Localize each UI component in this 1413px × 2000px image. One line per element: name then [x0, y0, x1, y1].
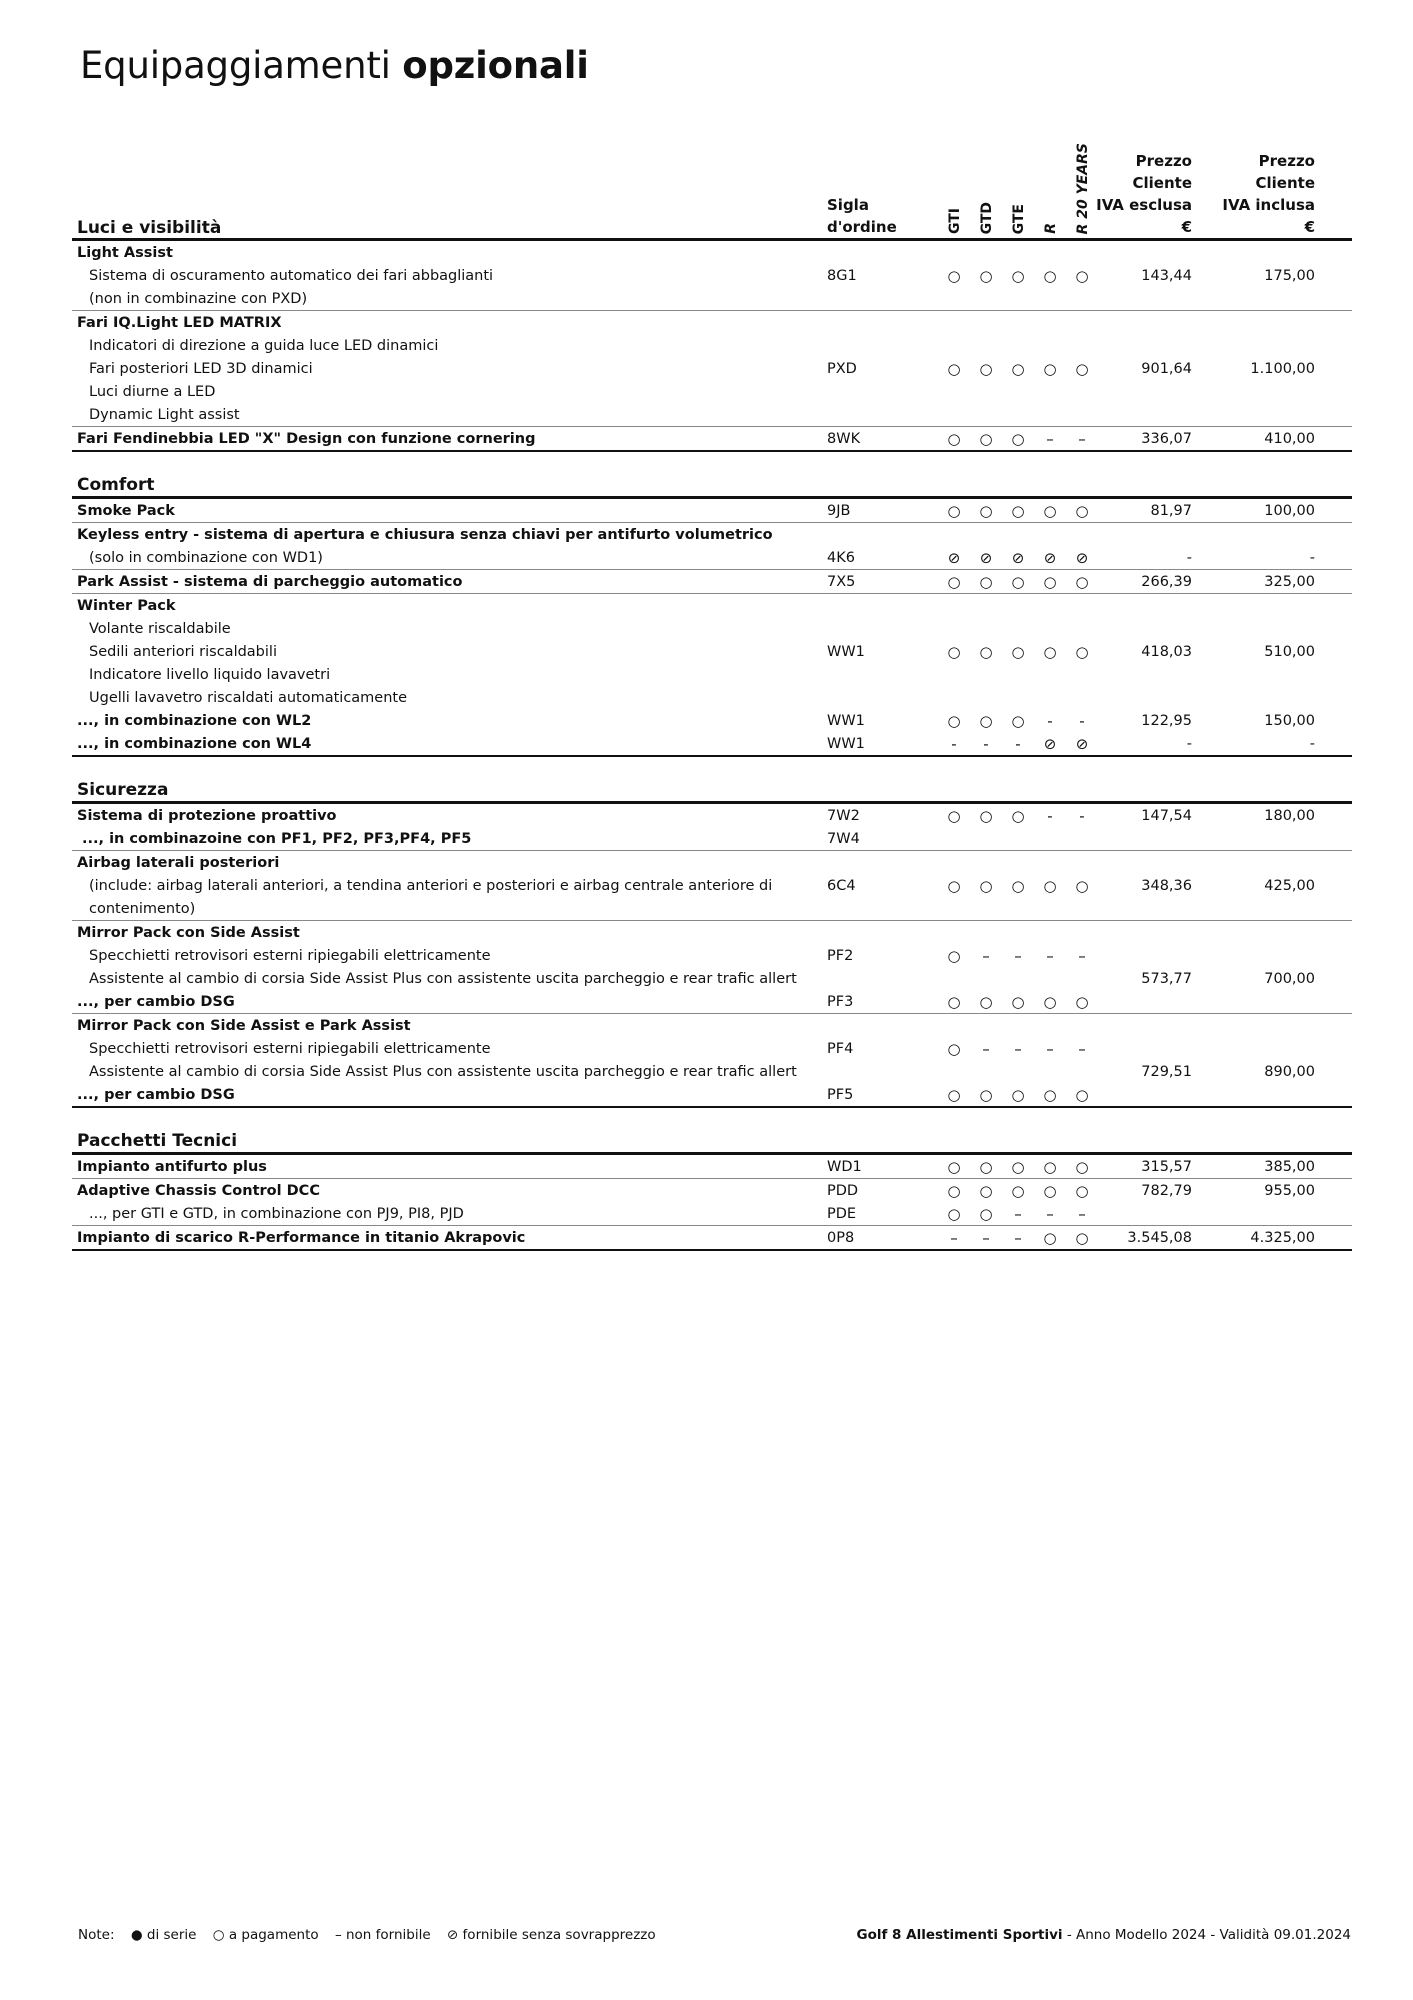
option-description: Volante riscaldabile [89, 620, 231, 637]
document-reference: Golf 8 Allestimenti Sportivi - Anno Modello 2024 - Validità 09.01.2024 [856, 1927, 1351, 1943]
option-description: Specchietti retrovisori esterni ripiegabili elettricamente [89, 947, 491, 964]
order-code: PF3 [827, 993, 854, 1010]
availability-symbol: ○ [1011, 876, 1025, 895]
availability-symbol: – [982, 1228, 990, 1247]
price-excl-vat: 81,97 [1150, 502, 1192, 519]
price-incl-vat: 700,00 [1264, 970, 1315, 987]
option-row [72, 1014, 1352, 1106]
legend-optional: ○ a pagamento [212, 1927, 319, 1943]
sections [72, 238, 1352, 1251]
option-line [72, 709, 1352, 732]
availability-symbol: ○ [1043, 1157, 1057, 1176]
order-code-header: Sigla d'ordine [827, 196, 897, 236]
section-title: Pacchetti Tecnici [77, 1131, 238, 1151]
price-incl-vat: 1.100,00 [1250, 360, 1315, 377]
availability-symbol: – [1046, 946, 1054, 965]
availability-symbol: ○ [1011, 1085, 1025, 1104]
availability-symbol: ○ [1011, 572, 1025, 591]
option-row [72, 804, 1352, 850]
option-description: Assistente al cambio di corsia Side Assist Plus con assistente uscita parcheggio e rear trafic allert [89, 1063, 797, 1080]
option-line [72, 990, 1352, 1013]
availability-symbol: ○ [1075, 501, 1089, 520]
option-description: Sistema di protezione proattivo [77, 807, 337, 824]
availability-group [938, 945, 1098, 967]
option-description: Fari posteriori LED 3D dinamici [89, 360, 313, 377]
availability-group [938, 991, 1098, 1013]
option-description: Fari IQ.Light LED MATRIX [77, 314, 282, 331]
order-code: 7W4 [827, 830, 860, 847]
availability-symbol: ⊘ [947, 548, 961, 567]
option-line [72, 1083, 1352, 1106]
option-description: Smoke Pack [77, 502, 175, 519]
availability-symbol: - [1079, 711, 1085, 730]
option-line [72, 732, 1352, 755]
availability-symbol: ○ [1043, 876, 1057, 895]
order-code: PF2 [827, 947, 854, 964]
option-description: Ugelli lavavetro riscaldati automaticamente [89, 689, 408, 706]
price-incl-vat: 425,00 [1264, 877, 1315, 894]
option-line [72, 499, 1352, 522]
variant-header-r20: R 20 YEARS [1075, 142, 1091, 234]
availability-symbol: ○ [947, 992, 961, 1011]
availability-group [938, 1038, 1098, 1060]
availability-symbol: ⊘ [1011, 548, 1025, 567]
option-row [72, 570, 1352, 593]
availability-symbol: – [1014, 1228, 1022, 1247]
options-table [72, 138, 1352, 1251]
option-description: Park Assist - sistema di parcheggio automatico [77, 573, 463, 590]
price-excl-vat: 418,03 [1141, 643, 1192, 660]
option-description: Mirror Pack con Side Assist [77, 924, 300, 941]
availability-symbol: ○ [1043, 359, 1057, 378]
option-row [72, 311, 1352, 426]
order-code: 7X5 [827, 573, 856, 590]
option-description: Impianto di scarico R-Performance in titanio Akrapovic [77, 1229, 526, 1246]
availability-symbol: - [1015, 734, 1021, 753]
availability-symbol: - [983, 734, 989, 753]
availability-symbol: - [1047, 806, 1053, 825]
option-line [72, 1226, 1352, 1249]
availability-symbol: ⊘ [1075, 548, 1089, 567]
availability-symbol: ⊘ [1043, 734, 1057, 753]
availability-symbol: – [950, 1228, 958, 1247]
option-line [72, 1155, 1352, 1178]
availability-symbol: ○ [1043, 501, 1057, 520]
order-code: PF5 [827, 1086, 854, 1103]
option-description: ..., in combinazoine con PF1, PF2, PF3,PF4, PF5 [82, 830, 472, 847]
availability-symbol: ○ [947, 1204, 961, 1223]
variant-header-r: R [1043, 223, 1059, 234]
option-line [72, 264, 1352, 287]
availability-symbol: ○ [979, 1157, 993, 1176]
price-excl-vat: 147,54 [1141, 807, 1192, 824]
price-excl-vat: 901,64 [1141, 360, 1192, 377]
section [72, 757, 1352, 1108]
availability-symbol: - [951, 734, 957, 753]
availability-symbol: ○ [979, 642, 993, 661]
availability-symbol: ○ [1075, 359, 1089, 378]
availability-symbol: ○ [979, 429, 993, 448]
price-excl-vat: 3.545,08 [1127, 1229, 1192, 1246]
availability-symbol: - [1079, 806, 1085, 825]
availability-symbol: ○ [979, 501, 993, 520]
option-description: ..., per cambio DSG [77, 1086, 235, 1103]
price-incl-vat: 890,00 [1264, 1063, 1315, 1080]
availability-symbol: – [1014, 946, 1022, 965]
option-line [72, 663, 1352, 686]
availability-symbol: ○ [1011, 992, 1025, 1011]
availability-symbol: ○ [1075, 1085, 1089, 1104]
availability-symbol: ○ [1075, 266, 1089, 285]
option-line [72, 380, 1352, 403]
availability-symbol: ○ [1011, 1181, 1025, 1200]
option-line [72, 594, 1352, 617]
option-line [72, 403, 1352, 426]
option-line [72, 804, 1352, 827]
order-code: PXD [827, 360, 857, 377]
option-description: (include: airbag laterali anteriori, a tendina anteriori e posteriori e airbag centrale anteriore di [89, 877, 773, 894]
option-description: ..., per cambio DSG [77, 993, 235, 1010]
section-header [72, 1108, 1352, 1152]
availability-symbol: ○ [1043, 1085, 1057, 1104]
availability-symbol: – [1046, 429, 1054, 448]
option-row [72, 1179, 1352, 1225]
option-description: Impianto antifurto plus [77, 1158, 267, 1175]
price-excl-vat: 573,77 [1141, 970, 1192, 987]
legend-standard: ● di serie [130, 1927, 197, 1943]
option-line [72, 640, 1352, 663]
availability-symbol: ○ [979, 1204, 993, 1223]
availability-group [938, 1203, 1098, 1225]
availability-symbol: – [982, 946, 990, 965]
option-description: Adaptive Chassis Control DCC [77, 1182, 320, 1199]
option-line [72, 1037, 1352, 1060]
availability-symbol: ○ [1075, 992, 1089, 1011]
option-description: Fari Fendinebbia LED "X" Design con funzione cornering [77, 430, 536, 447]
option-line [72, 1060, 1352, 1083]
option-row [72, 523, 1352, 569]
option-description: (non in combinazine con PXD) [89, 290, 308, 307]
option-line [72, 523, 1352, 546]
section-header [72, 452, 1352, 496]
option-row [72, 1155, 1352, 1178]
option-line [72, 827, 1352, 850]
price-incl-vat: 150,00 [1264, 712, 1315, 729]
availability-symbol: ○ [1075, 572, 1089, 591]
option-line [72, 897, 1352, 920]
price-incl-vat: - [1309, 549, 1315, 566]
option-row [72, 921, 1352, 1013]
order-code: WW1 [827, 712, 865, 729]
availability-symbol: – [1046, 1039, 1054, 1058]
option-line [72, 287, 1352, 310]
availability-symbol: ○ [1011, 642, 1025, 661]
availability-symbol: ○ [947, 1039, 961, 1058]
availability-symbol: ○ [947, 642, 961, 661]
availability-symbol: ○ [979, 992, 993, 1011]
option-description: contenimento) [89, 900, 196, 917]
price-excl-vat: 122,95 [1141, 712, 1192, 729]
price-excl-vat: 782,79 [1141, 1182, 1192, 1199]
availability-symbol: ○ [1043, 992, 1057, 1011]
price-incl-vat: 4.325,00 [1250, 1229, 1315, 1246]
option-line [72, 311, 1352, 334]
order-code: PDD [827, 1182, 859, 1199]
option-description: Winter Pack [77, 597, 176, 614]
availability-symbol: ○ [1011, 1157, 1025, 1176]
price-incl-vat: 100,00 [1264, 502, 1315, 519]
availability-symbol: ○ [979, 806, 993, 825]
option-line [72, 617, 1352, 640]
option-description: Indicatori di direzione a guida luce LED dinamici [89, 337, 439, 354]
availability-symbol: ○ [947, 711, 961, 730]
availability-symbol: ○ [979, 1181, 993, 1200]
option-line [72, 944, 1352, 967]
legend [78, 1927, 668, 1951]
availability-symbol: ○ [1043, 266, 1057, 285]
availability-symbol: - [1047, 711, 1053, 730]
option-description: (solo in combinazione con WD1) [89, 549, 323, 566]
availability-symbol: ○ [947, 1085, 961, 1104]
availability-symbol: ○ [1011, 806, 1025, 825]
order-code: 8G1 [827, 267, 857, 284]
section-title: Comfort [77, 475, 155, 495]
price-incl-vat: 325,00 [1264, 573, 1315, 590]
price-incl-vat: - [1309, 735, 1315, 752]
option-description: Luci diurne a LED [89, 383, 216, 400]
availability-symbol: ○ [1075, 1157, 1089, 1176]
availability-symbol: ○ [979, 876, 993, 895]
footer [78, 1927, 1351, 1951]
order-code: 6C4 [827, 877, 856, 894]
availability-symbol: ○ [1075, 642, 1089, 661]
option-line [72, 921, 1352, 944]
availability-symbol: ○ [979, 711, 993, 730]
availability-symbol: ○ [1043, 642, 1057, 661]
availability-symbol: – [1046, 1204, 1054, 1223]
price-excl-vat: 336,07 [1141, 430, 1192, 447]
availability-symbol: – [982, 1039, 990, 1058]
price-incl-vat: 410,00 [1264, 430, 1315, 447]
price-incl-vat: 955,00 [1264, 1182, 1315, 1199]
order-code: 0P8 [827, 1229, 855, 1246]
option-description: Light Assist [77, 244, 173, 261]
availability-symbol: ⊘ [1043, 548, 1057, 567]
availability-symbol: ○ [1075, 1181, 1089, 1200]
order-code: 4K6 [827, 549, 855, 566]
availability-symbol: ○ [947, 359, 961, 378]
price-excl-vat: - [1186, 549, 1192, 566]
order-code: WW1 [827, 735, 865, 752]
availability-symbol: ○ [947, 876, 961, 895]
page-title: Equipaggiamenti opzionali [80, 44, 589, 87]
price-excl-vat: 315,57 [1141, 1158, 1192, 1175]
section-title: Luci e visibilità [77, 218, 222, 238]
availability-symbol: ○ [947, 1181, 961, 1200]
option-line [72, 967, 1352, 990]
variant-header-gte: GTE [1011, 203, 1027, 234]
availability-symbol: ○ [1075, 876, 1089, 895]
availability-symbol: ○ [1011, 501, 1025, 520]
availability-symbol: – [1014, 1039, 1022, 1058]
price-incl-vat: 180,00 [1264, 807, 1315, 824]
price-excl-vat: 729,51 [1141, 1063, 1192, 1080]
option-description: ..., in combinazione con WL2 [77, 712, 312, 729]
option-row [72, 1226, 1352, 1249]
option-line [72, 1202, 1352, 1225]
row-divider [72, 1249, 1352, 1251]
availability-symbol: – [1078, 429, 1086, 448]
option-line [72, 241, 1352, 264]
option-line [72, 570, 1352, 593]
option-description: Indicatore livello liquido lavavetri [89, 666, 331, 683]
price-incl-vat: 175,00 [1264, 267, 1315, 284]
option-row [72, 851, 1352, 920]
variant-header-gtd: GTD [979, 201, 995, 234]
availability-symbol: ○ [1043, 572, 1057, 591]
availability-symbol: – [1014, 1204, 1022, 1223]
option-line [72, 851, 1352, 874]
price-incl-vat: 385,00 [1264, 1158, 1315, 1175]
table-header [72, 138, 1352, 238]
availability-symbol: ○ [947, 806, 961, 825]
price-excl-vat: 143,44 [1141, 267, 1192, 284]
availability-symbol: – [1078, 1204, 1086, 1223]
availability-symbol: ○ [947, 501, 961, 520]
availability-symbol: ○ [947, 946, 961, 965]
availability-symbol: – [1078, 946, 1086, 965]
legend-free: ⊘ fornibile senza sovrapprezzo [446, 1927, 656, 1943]
availability-symbol: – [1078, 1039, 1086, 1058]
option-line [72, 1179, 1352, 1202]
variant-header-gti: GTI [947, 207, 963, 234]
section-title: Sicurezza [77, 780, 169, 800]
availability-symbol: ○ [1011, 429, 1025, 448]
availability-symbol: ○ [979, 266, 993, 285]
option-description: Assistente al cambio di corsia Side Assist Plus con assistente uscita parcheggio e rear trafic allert [89, 970, 797, 987]
legend-not-available: – non fornibile [334, 1927, 431, 1943]
availability-symbol: ○ [947, 1157, 961, 1176]
option-line [72, 427, 1352, 450]
availability-symbol: ⊘ [1075, 734, 1089, 753]
option-description: Keyless entry - sistema di apertura e chiusura senza chiavi per antifurto volumetrico [77, 526, 773, 543]
option-line [72, 546, 1352, 569]
option-line [72, 334, 1352, 357]
availability-symbol: ○ [1011, 711, 1025, 730]
order-code: 9JB [827, 502, 851, 519]
option-row [72, 427, 1352, 450]
legend-label: Note: [78, 1927, 115, 1943]
price-incl-vat: 510,00 [1264, 643, 1315, 660]
price-incl-header: Prezzo Cliente IVA inclusa € [1222, 152, 1315, 236]
price-excl-vat: - [1186, 735, 1192, 752]
availability-symbol: ○ [1011, 359, 1025, 378]
option-description: Specchietti retrovisori esterni ripiegabili elettricamente [89, 1040, 491, 1057]
order-code: 7W2 [827, 807, 860, 824]
availability-symbol: ○ [979, 572, 993, 591]
availability-symbol: ○ [1075, 1228, 1089, 1247]
option-description: ..., per GTI e GTD, in combinazione con PJ9, PI8, PJD [89, 1205, 464, 1222]
availability-symbol: ○ [947, 429, 961, 448]
option-description: Airbag laterali posteriori [77, 854, 280, 871]
price-excl-header: Prezzo Cliente IVA esclusa € [1096, 152, 1192, 236]
option-line [72, 1014, 1352, 1037]
section-header [72, 757, 1352, 801]
option-description: Sedili anteriori riscaldabili [89, 643, 277, 660]
availability-symbol: ○ [1043, 1228, 1057, 1247]
availability-symbol: ○ [1043, 1181, 1057, 1200]
option-line [72, 686, 1352, 709]
availability-symbol: ⊘ [979, 548, 993, 567]
availability-symbol: ○ [979, 1085, 993, 1104]
section [72, 238, 1352, 452]
option-row [72, 241, 1352, 310]
price-excl-vat: 266,39 [1141, 573, 1192, 590]
availability-symbol: ○ [1011, 266, 1025, 285]
availability-symbol: ○ [947, 572, 961, 591]
option-description: ..., in combinazione con WL4 [77, 735, 312, 752]
section [72, 452, 1352, 757]
section [72, 1108, 1352, 1251]
option-description: Sistema di oscuramento automatico dei fari abbaglianti [89, 267, 494, 284]
option-description: Dynamic Light assist [89, 406, 240, 423]
price-excl-vat: 348,36 [1141, 877, 1192, 894]
order-code: 8WK [827, 430, 861, 447]
option-row [72, 594, 1352, 755]
order-code: WW1 [827, 643, 865, 660]
option-line [72, 874, 1352, 897]
availability-symbol: ○ [947, 266, 961, 285]
option-description: Mirror Pack con Side Assist e Park Assist [77, 1017, 411, 1034]
order-code: WD1 [827, 1158, 862, 1175]
availability-symbol: ○ [979, 359, 993, 378]
availability-group [938, 1084, 1098, 1106]
option-row [72, 499, 1352, 522]
order-code: PDE [827, 1205, 857, 1222]
option-line [72, 357, 1352, 380]
order-code: PF4 [827, 1040, 854, 1057]
